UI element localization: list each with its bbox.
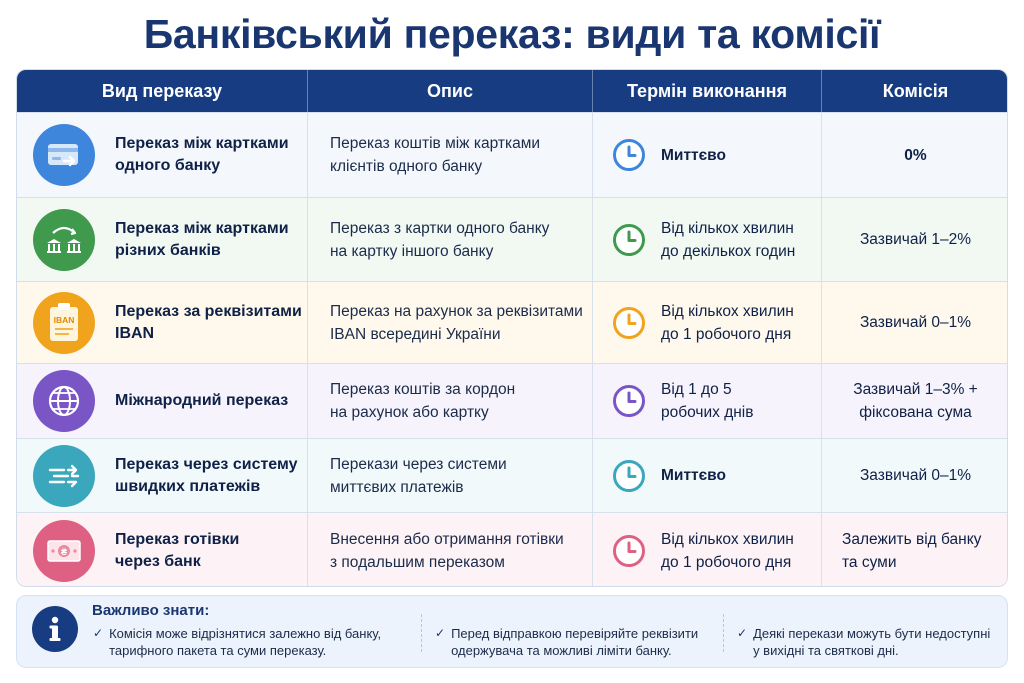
clock-icon <box>611 137 647 173</box>
cell-term <box>593 364 822 438</box>
globe-icon <box>33 370 95 432</box>
svg-text:IBAN: IBAN <box>53 314 75 325</box>
fast-payment-icon <box>33 445 95 507</box>
term-label: Від 1 до 5 робочих днів <box>661 381 754 421</box>
cell-type <box>17 513 308 587</box>
cell-fee: 0% <box>904 146 927 164</box>
note-item-text: Перед відправкою перевіряйте реквізити одержувача та можливі ліміти банку. <box>451 626 699 658</box>
transfer-type-label: Міжнародний переказ <box>115 392 289 409</box>
svg-text:₴: ₴ <box>60 546 68 557</box>
transfer-table <box>16 69 1008 587</box>
clock-icon <box>611 458 647 494</box>
divider <box>421 614 422 652</box>
table-row <box>17 512 1008 587</box>
cell-fee: Зазвичай 1–3% + фіксована сума <box>853 381 978 421</box>
check-icon: ✓ <box>737 626 748 640</box>
cell-term <box>593 439 822 512</box>
page-title: Банківський переказ: види та комісії <box>143 11 881 57</box>
column-header-fee: Комісія <box>882 81 949 101</box>
cell-description: Переказ коштів між картками клієнтів одного банку <box>308 113 593 197</box>
note-item <box>737 625 990 659</box>
note-item-text: Комісія може відрізнятися залежно від банку, тарифного пакета та суми переказу. <box>109 626 382 658</box>
cell-description: Внесення або отримання готівки з подальшим переказом <box>308 513 593 587</box>
iban-clipboard-icon <box>33 292 95 354</box>
note-item <box>435 625 698 659</box>
cell-description: Переказ коштів за кордон на рахунок або картку <box>308 364 593 438</box>
note-item-text: Деякі перекази можуть бути недоступні у вихідні та святкові дні. <box>753 626 991 658</box>
cell-type <box>17 439 308 512</box>
note-item <box>93 625 381 659</box>
column-header-description: Опис <box>308 70 593 112</box>
important-note <box>16 595 1008 668</box>
table-row <box>17 281 1008 363</box>
term-label: Миттєво <box>661 146 726 164</box>
divider <box>723 614 724 652</box>
transfer-type-label: Переказ за реквізитами IBAN <box>115 302 302 342</box>
cell-term <box>593 198 822 281</box>
clock-icon <box>611 222 647 258</box>
cell-fee: Залежить від банку та суми <box>842 530 982 571</box>
cell-description: Переказ з картки одного банку на картку іншого банку <box>308 198 593 281</box>
term-label: Від кількох хвилин до 1 робочого дня <box>661 302 794 343</box>
note-title: Важливо знати: <box>92 602 210 619</box>
clock-icon <box>611 533 647 569</box>
cell-type <box>17 364 308 438</box>
card-transfer-icon <box>33 124 95 186</box>
transfer-type-label: Переказ готівки через банк <box>115 530 240 570</box>
cell-fee: Зазвичай 0–1% <box>859 467 972 484</box>
column-header-type: Вид переказу <box>17 70 308 112</box>
column-header-term: Термін виконання <box>593 70 822 112</box>
check-icon: ✓ <box>93 626 104 640</box>
cell-type <box>17 198 308 281</box>
table-row <box>17 112 1008 197</box>
transfer-type-label: Переказ через систему швидких платежів <box>115 455 298 495</box>
check-icon: ✓ <box>435 626 446 640</box>
term-label: Миттєво <box>661 467 726 484</box>
info-icon <box>32 606 78 652</box>
clock-icon <box>611 383 647 419</box>
table-header <box>17 70 1008 112</box>
transfer-type-label: Переказ між картками різних банків <box>115 219 289 259</box>
cell-fee: Зазвичай 0–1% <box>859 314 972 331</box>
cash-icon <box>33 520 95 582</box>
cell-type <box>17 282 308 363</box>
table-row <box>17 363 1008 438</box>
cell-description: Переказ на рахунок за реквізитами IBAN всередині України <box>308 282 593 363</box>
table-row <box>17 438 1008 512</box>
cell-term <box>593 282 822 363</box>
bank-transfer-icon <box>33 209 95 271</box>
cell-description: Перекази через системи миттєвих платежів <box>308 439 593 512</box>
term-label: Від кількох хвилин до декількох годин <box>661 219 796 260</box>
cell-fee: Зазвичай 1–2% <box>859 231 972 248</box>
cell-term <box>593 513 822 587</box>
term-label: Від кількох хвилин до 1 робочого дня <box>661 530 794 571</box>
transfer-type-label: Переказ між картками одного банку <box>115 135 289 174</box>
cell-term <box>593 113 822 197</box>
table-row <box>17 197 1008 281</box>
cell-type <box>17 113 308 197</box>
clock-icon <box>611 305 647 341</box>
